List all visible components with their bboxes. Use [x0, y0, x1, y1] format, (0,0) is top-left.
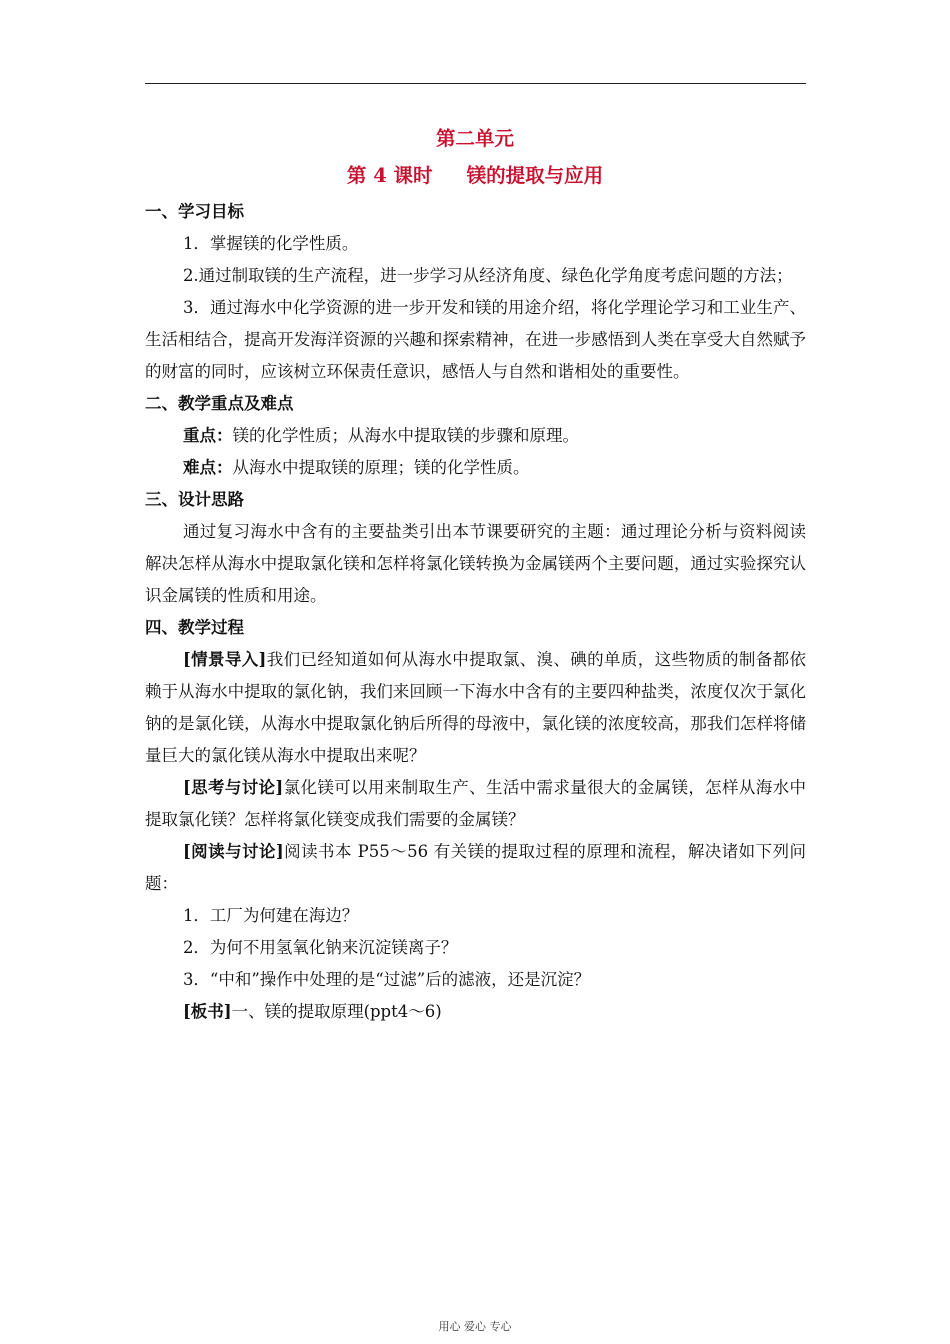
read-text: 阅读书本 P55～56 有关镁的提取过程的原理和流程，解决诸如下列问题： — [145, 842, 806, 893]
lesson-title — [0, 160, 950, 188]
board-label: [板书] — [182, 1002, 232, 1021]
design-paragraph: 通过复习海水中含有的主要盐类引出本节课要研究的主题：通过理论分析与资料阅读解决怎样从海水中提取氯化镁和怎样将氯化镁转换为金属镁两个主要问题，通过实验探究认识金属镁的性质和用途。 — [145, 522, 806, 605]
lesson-number: 第 4 课时 — [346, 164, 433, 187]
section-heading-key-points: 二、教学重点及难点 — [145, 394, 294, 413]
intro-label: [情景导入] — [182, 650, 267, 669]
key-point-text: 镁的化学性质；从海水中提取镁的步骤和原理。 — [232, 426, 579, 445]
difficulty-paragraph — [145, 452, 806, 484]
key-point-label: 重点： — [182, 426, 233, 445]
goal-item: 1．掌握镁的化学性质。 — [182, 234, 359, 253]
think-text: 氯化镁可以用来制取生产、生活中需求量很大的金属镁，怎样从海水中提取氯化镁？怎样将氯化镁变成我们需要的金属镁？ — [145, 778, 806, 829]
header-rule — [145, 83, 806, 84]
key-point-paragraph — [145, 420, 806, 452]
board-text: 一、镁的提取原理(ppt4～6) — [231, 1002, 442, 1021]
question-item: 3．“中和”操作中处理的是“过滤”后的滤液，还是沉淀？ — [182, 970, 591, 989]
goal-item: 3．通过海水中化学资源的进一步开发和镁的用途介绍，将化学理论学习和工业生产、生活相结合，提高开发海洋资源的兴趣和探索精神，在进一步感悟到人类在享受大自然赋予的财富的同时，应该树立环保责任意识，感悟人与自然和谐相处的重要性。 — [145, 298, 806, 381]
read-label: [阅读与讨论] — [182, 842, 284, 861]
question-item: 2．为何不用氢氧化钠来沉淀镁离子？ — [182, 938, 458, 957]
section-heading-process: 四、教学过程 — [145, 618, 244, 637]
goal-item: 2.通过制取镁的生产流程，进一步学习从经济角度、绿色化学角度考虑问题的方法； — [182, 266, 793, 285]
lesson-name: 镁的提取与应用 — [466, 164, 604, 187]
think-label: [思考与讨论] — [182, 778, 284, 797]
question-item: 1．工厂为何建在海边？ — [182, 906, 359, 925]
intro-text: 我们已经知道如何从海水中提取氯、溴、碘的单质，这些物质的制备都依赖于从海水中提取的氯化钠，我们来回顾一下海水中含有的主要四种盐类，浓度仅次于氯化钠的是氯化镁，从海水中提取氯化钠后所得的母液中，氯化镁的浓度较高，那我们怎样将储量巨大的氯化镁从海水中提取出来呢？ — [145, 650, 806, 765]
page-footer: 用心 爱心 专心 — [438, 1320, 512, 1333]
document-body — [145, 196, 806, 1028]
section-heading-goals: 一、学习目标 — [145, 202, 244, 221]
think-paragraph — [145, 772, 806, 836]
difficulty-text: 从海水中提取镁的原理；镁的化学性质。 — [232, 458, 530, 477]
unit-title: 第二单元 — [435, 127, 514, 150]
intro-paragraph — [145, 644, 806, 772]
section-heading-design: 三、设计思路 — [145, 490, 244, 509]
read-paragraph — [145, 836, 806, 900]
board-paragraph — [145, 996, 806, 1028]
difficulty-label: 难点： — [182, 458, 233, 477]
